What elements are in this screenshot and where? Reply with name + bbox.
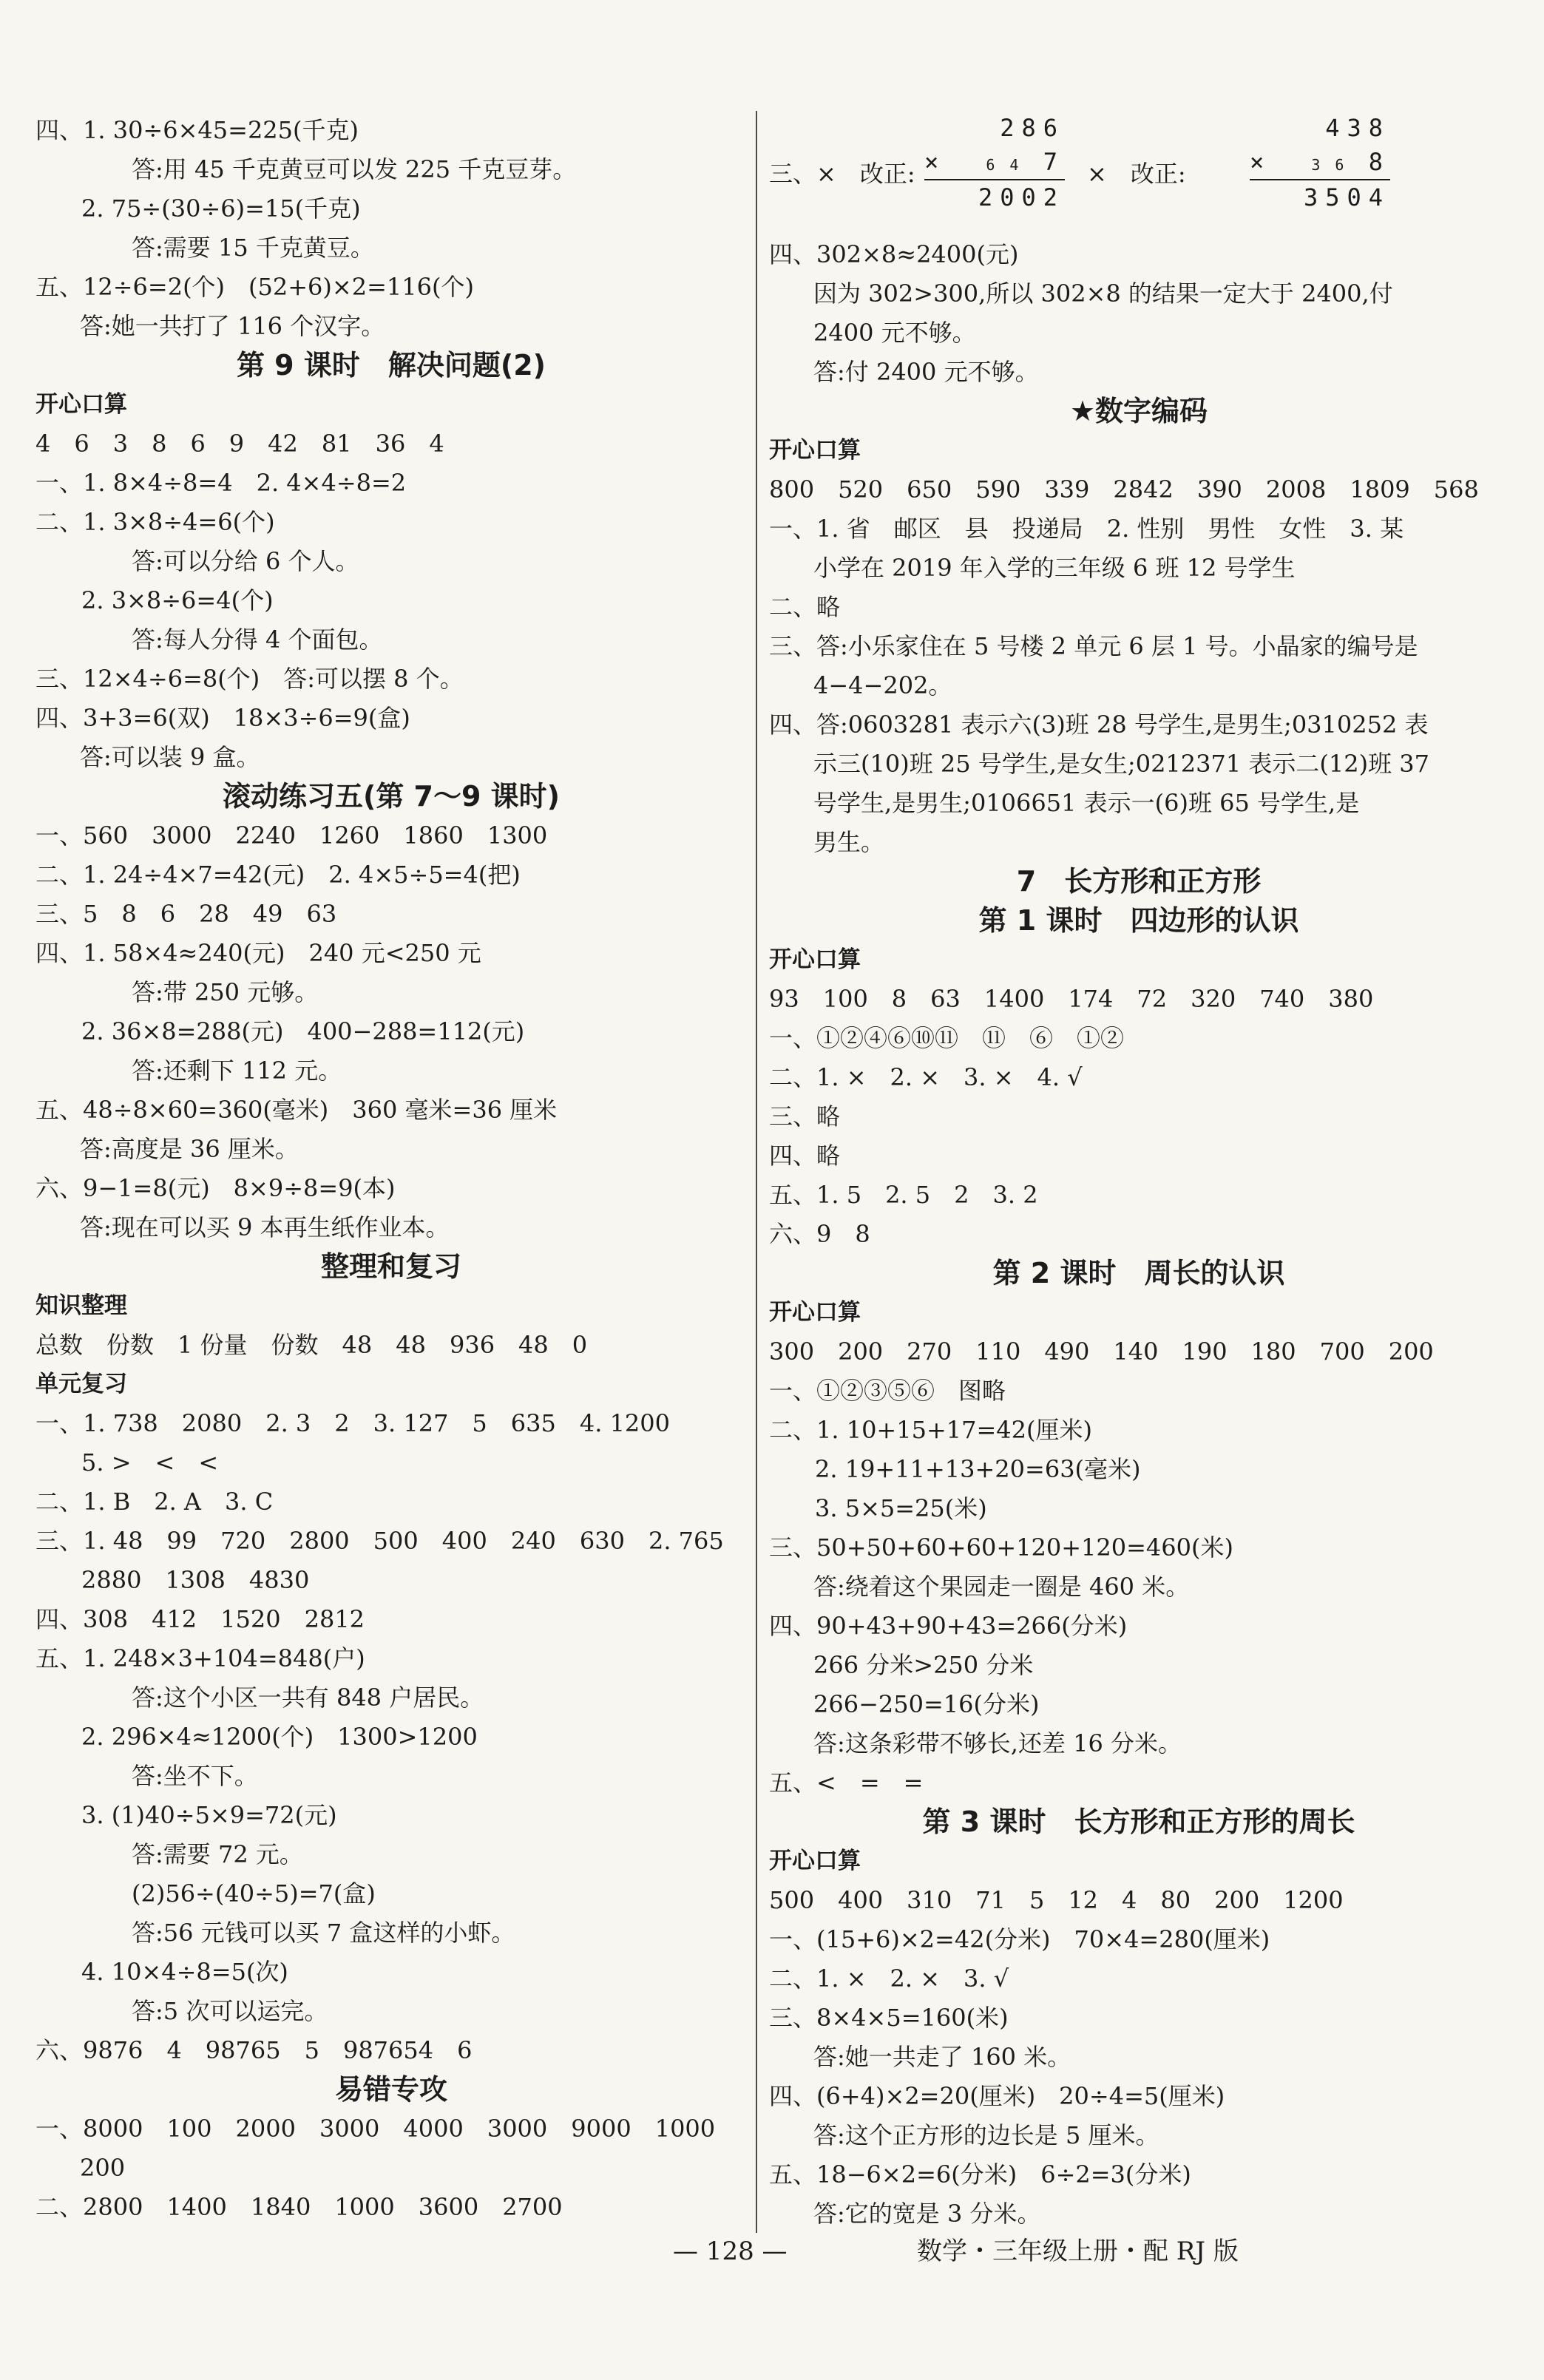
answer-line: 800 520 650 590 339 2842 390 2008 1809 568 (769, 475, 1479, 504)
answer-line: 三、答:小乐家住在 5 号楼 2 单元 6 层 1 号。小晶家的编号是 (769, 632, 1418, 660)
mult-label: 三、× 改正: (769, 160, 915, 188)
answer-line: 答:坐不下。 (132, 1762, 258, 1790)
answer-line: 五、48÷8×60=360(毫米) 360 毫米=36 厘米 (35, 1096, 558, 1124)
column-divider (756, 111, 757, 2233)
answer-line: 4. 10×4÷8=5(次) (81, 1958, 288, 1986)
answer-line: 一、1. 738 2080 2. 3 2 3. 127 5 635 4. 1200 (35, 1409, 671, 1437)
answer-line: 2880 1308 4830 (81, 1566, 310, 1594)
mult-b-top: 438 (1325, 114, 1390, 142)
answer-line: 三、50+50+60+60+120+120=460(米) (769, 1533, 1233, 1562)
answer-line: 四、302×8≈2400(元) (769, 240, 1019, 268)
answer-line: 4 6 3 8 6 9 42 81 36 4 (35, 430, 444, 458)
answer-line: 3. 5×5=25(米) (815, 1494, 987, 1522)
answer-line: 四、308 412 1520 2812 (35, 1605, 365, 1633)
answer-line: 四、答:0603281 表示六(3)班 28 号学生,是男生;0310252 表 (769, 711, 1429, 739)
answer-line: 四、90+43+90+43=266(分米) (769, 1612, 1128, 1640)
answer-line: 答:需要 15 千克黄豆。 (132, 234, 374, 262)
answer-line: 三、略 (769, 1102, 841, 1130)
section-heading: 第 9 课时 解决问题(2) (236, 349, 546, 382)
answer-line: 200 (80, 2154, 126, 2182)
answer-line: 五、< = = (769, 1769, 924, 1797)
subheading: 开心口算 (769, 1299, 861, 1326)
answer-line: 五、1. 5 2. 5 2 3. 2 (769, 1181, 1038, 1209)
answer-line: 三、5 8 6 28 49 63 (35, 900, 337, 928)
answer-line: 四、1. 30÷6×45=225(千克) (35, 116, 359, 144)
mult-a-small: 6 4 (986, 156, 1022, 174)
answer-line: 答:每人分得 4 个面包。 (132, 625, 383, 654)
answer-line: 答:付 2400 元不够。 (813, 358, 1039, 386)
mult-b-op: × (1250, 148, 1264, 176)
section-heading: 7 长方形和正方形 (1016, 865, 1262, 898)
answer-line: 二、略 (769, 593, 841, 621)
mult-b-digit: 8 (1368, 148, 1390, 176)
answer-line: 六、9876 4 98765 5 987654 6 (35, 2036, 473, 2064)
page-footer (0, 2229, 1544, 2274)
answer-line: 示三(10)班 25 号学生,是女生;0212371 表示二(12)班 37 (813, 750, 1429, 778)
answer-line: 三、8×4×5=160(米) (769, 2004, 1009, 2032)
answer-line: 266−250=16(分米) (813, 1690, 1040, 1718)
section-heading: 第 2 课时 周长的认识 (992, 1257, 1285, 1289)
mult-calc-b (1250, 111, 1390, 214)
answer-line: 2. 3×8÷6=4(个) (81, 586, 274, 614)
answer-line: 答:56 元钱可以买 7 盒这样的小虾。 (132, 1919, 515, 1947)
answer-line: 一、(15+6)×2=42(分米) 70×4=280(厘米) (769, 1925, 1270, 1953)
mult-a-operator-row (924, 145, 1065, 180)
right-column-lines (769, 235, 1509, 2234)
answer-line: 2400 元不够。 (813, 319, 976, 347)
section-heading: 滚动练习五(第 7～9 课时) (222, 780, 561, 813)
answer-line: 三、12×4÷6=8(个) 答:可以摆 8 个。 (35, 665, 464, 693)
mult-b-small: 3 6 (1311, 156, 1347, 174)
answer-line: 四、1. 58×4≈240(元) 240 元<250 元 (35, 939, 481, 967)
answer-line: 五、12÷6=2(个) (52+6)×2=116(个) (35, 273, 474, 301)
answer-line: 四、3+3=6(双) 18×3÷6=9(盒) (35, 704, 410, 732)
subheading: 开心口算 (769, 946, 861, 973)
answer-line: 一、560 3000 2240 1260 1860 1300 (35, 821, 548, 850)
answer-line: 四、(6+4)×2=20(厘米) 20÷4=5(厘米) (769, 2082, 1225, 2110)
subheading: 开心口算 (769, 1848, 861, 1874)
answer-line: 五、18−6×2=6(分米) 6÷2=3(分米) (769, 2160, 1191, 2189)
answer-line: 2. 296×4≈1200(个) 1300>1200 (81, 1723, 478, 1751)
answer-line: 3. (1)40÷5×9=72(元) (81, 1801, 337, 1829)
mult-a-result: 2002 (978, 183, 1065, 211)
right-column (769, 111, 1509, 2234)
answer-line: 二、2800 1400 1840 1000 3600 2700 (35, 2193, 563, 2221)
answer-line: 答:需要 72 元。 (132, 1840, 303, 1868)
mult-b-result: 3504 (1303, 183, 1390, 211)
answer-line: 答:它的宽是 3 分米。 (813, 2200, 1041, 2228)
answer-line: 二、1. 3×8÷4=6(个) (35, 508, 275, 536)
answer-line: 266 分米>250 分米 (813, 1651, 1034, 1679)
answer-line: 二、1. B 2. A 3. C (35, 1488, 274, 1516)
mult-a-op: × (924, 148, 939, 176)
answer-line: 总数 份数 1 份量 份数 48 48 936 48 0 (35, 1331, 588, 1359)
answer-line: 二、1. 10+15+17=42(厘米) (769, 1416, 1092, 1444)
answer-line: 男生。 (813, 828, 885, 856)
answer-line: 四、略 (769, 1142, 841, 1170)
answer-line: 一、1. 省 邮区 县 投递局 2. 性别 男性 女性 3. 某 (769, 515, 1404, 543)
answer-line: 小学在 2019 年入学的三年级 6 班 12 号学生 (813, 554, 1296, 582)
answer-line: 一、①②③⑤⑥ 图略 (769, 1377, 1006, 1405)
answer-line: 一、1. 8×4÷8=4 2. 4×4÷8=2 (35, 469, 407, 497)
answer-line: 答:还剩下 112 元。 (132, 1057, 342, 1085)
subheading: 开心口算 (35, 391, 127, 418)
mult-calc-a (924, 111, 1065, 214)
answer-line: 三、1. 48 99 720 2800 500 400 240 630 2. 765 (35, 1527, 724, 1555)
answer-line: 5. > < < (81, 1448, 219, 1477)
answer-line: 号学生,是男生;0106651 表示一(6)班 65 号学生,是 (813, 789, 1360, 817)
mult-a-top: 286 (1000, 114, 1065, 142)
answer-line: 二、1. 24÷4×7=42(元) 2. 4×5÷5=4(把) (35, 861, 521, 889)
mult-a-digit: 7 (1043, 148, 1065, 176)
book-title: 数学・三年级上册・配 RJ 版 (917, 2237, 1239, 2266)
answer-line: 93 100 8 63 1400 174 72 320 740 380 (769, 985, 1374, 1013)
answer-line: 答:她一共走了 160 米。 (813, 2043, 1071, 2071)
section-heading: ★数字编码 (1069, 395, 1208, 427)
answer-line: 答:这条彩带不够长,还差 16 分米。 (813, 1729, 1182, 1757)
answer-line: 二、1. × 2. × 3. × 4. √ (769, 1063, 1083, 1091)
answer-line: 一、8000 100 2000 3000 4000 3000 9000 1000 (35, 2115, 716, 2143)
answer-line: 2. 19+11+13+20=63(毫米) (815, 1455, 1141, 1483)
answer-line: 答:可以装 9 盒。 (80, 743, 260, 771)
answer-line: 答:绕着这个果园走一圈是 460 米。 (813, 1573, 1190, 1601)
answer-line: 300 200 270 110 490 140 190 180 700 200 (769, 1338, 1434, 1366)
answer-line: 六、9−1=8(元) 8×9÷8=9(本) (35, 1174, 396, 1202)
answer-line: 答:高度是 36 厘米。 (80, 1135, 299, 1163)
answer-line: 二、1. × 2. × 3. √ (769, 1964, 1009, 1993)
answer-line: 答:她一共打了 116 个汉字。 (80, 312, 385, 340)
section-heading: 整理和复习 (320, 1250, 461, 1283)
mult-sep: × 改正: (1087, 160, 1186, 188)
answer-line: 答:5 次可以运完。 (132, 1997, 328, 2025)
answer-line: 答:用 45 千克黄豆可以发 225 千克豆芽。 (132, 155, 577, 183)
answer-line: 500 400 310 71 5 12 4 80 200 1200 (769, 1886, 1344, 1914)
subheading: 单元复习 (35, 1371, 127, 1397)
section-heading: 第 1 课时 四边形的认识 (978, 904, 1299, 937)
answer-line: 4−4−202。 (813, 671, 952, 699)
section-heading: 第 3 课时 长方形和正方形的周长 (922, 1806, 1355, 1838)
answer-line: 2. 36×8=288(元) 400−288=112(元) (81, 1017, 525, 1045)
answer-line: (2)56÷(40÷5)=7(盒) (132, 1879, 376, 1908)
answer-line: 因为 302>300,所以 302×8 的结果一定大于 2400,付 (813, 279, 1393, 308)
answer-line: 答:这个正方形的边长是 5 厘米。 (813, 2121, 1159, 2149)
answer-line: 2. 75÷(30÷6)=15(千克) (81, 194, 361, 223)
vertical-multiplication (769, 111, 1509, 235)
left-column (35, 111, 747, 2227)
section-heading: 易错专攻 (334, 2073, 447, 2106)
answer-line: 答:可以分给 6 个人。 (132, 547, 359, 575)
answer-line: 六、9 8 (769, 1220, 870, 1248)
mult-b-operator-row (1250, 145, 1390, 180)
subheading: 知识整理 (35, 1292, 127, 1319)
answer-line: 答:这个小区一共有 848 户居民。 (132, 1684, 484, 1712)
answer-line: 答:带 250 元够。 (132, 978, 319, 1006)
answer-line: 一、①②④⑥⑩⑪ ⑪ ⑥ ①② (769, 1024, 1125, 1052)
subheading: 开心口算 (769, 437, 861, 464)
page-number: — 128 — (673, 2237, 788, 2266)
answer-line: 五、1. 248×3+104=848(户) (35, 1644, 365, 1672)
answer-line: 答:现在可以买 9 本再生纸作业本。 (80, 1213, 450, 1241)
